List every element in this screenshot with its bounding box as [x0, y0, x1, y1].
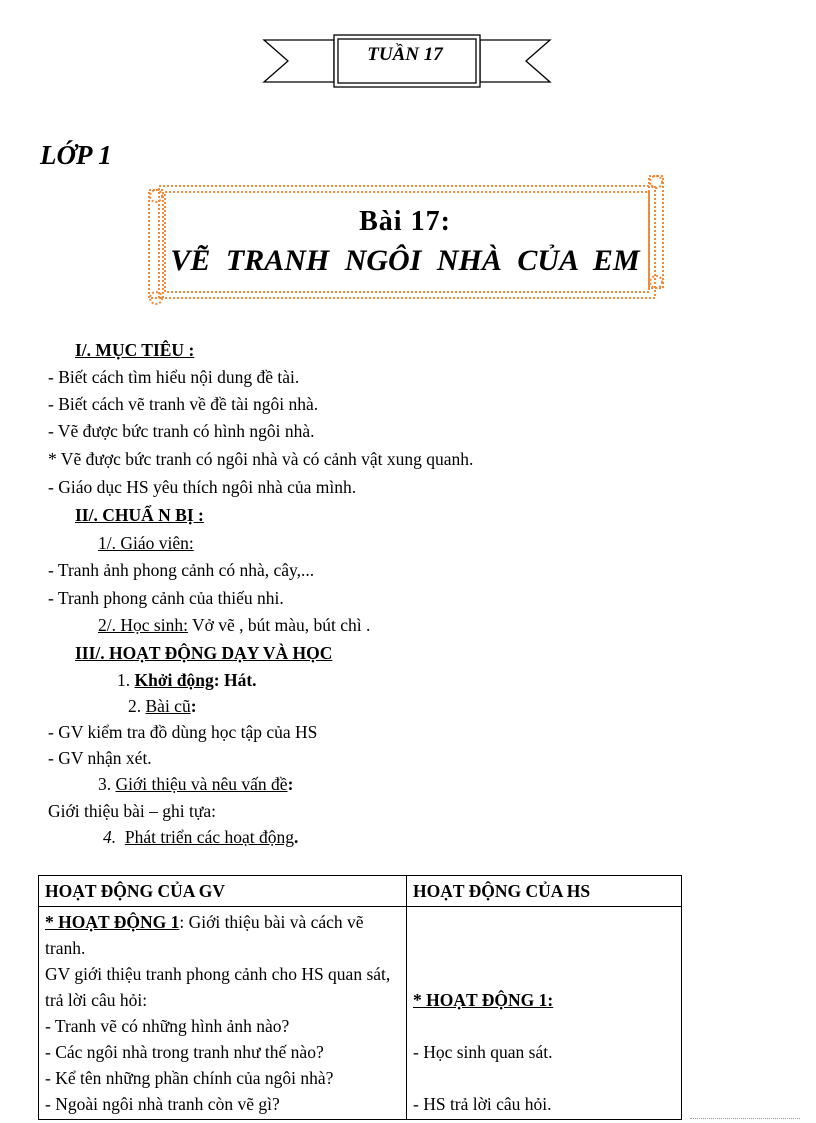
lesson-number: Bài 17:	[359, 206, 451, 237]
teacher-item: - Tranh phong cảnh của thiếu nhi.	[48, 588, 284, 608]
teacher-line: - Ngoài ngôi nhà tranh còn vẽ gì?	[45, 1094, 280, 1114]
teacher-line: - Tranh vẽ có những hình ảnh nào?	[45, 1016, 290, 1036]
intro-line	[98, 774, 293, 795]
warmup-label: Khởi động	[134, 670, 214, 690]
teacher-item: - Tranh ảnh phong cảnh có nhà, cây,...	[48, 560, 315, 580]
intro-number: 3.	[98, 774, 116, 794]
activities-heading	[75, 643, 332, 664]
preparation-heading-text: II/. CHUẨ N BỊ :	[75, 505, 204, 525]
student-line: - HS trả lời câu hỏi.	[413, 1094, 552, 1114]
teacher-activity-label: * HOẠT ĐỘNG 1	[45, 912, 180, 932]
table-header-row	[39, 876, 682, 907]
student-heading: 2/. Học sinh:	[98, 615, 188, 635]
review-line	[128, 696, 197, 717]
develop-number: 4.	[103, 827, 117, 847]
objectives-heading	[75, 340, 194, 361]
warmup-number: 1.	[117, 670, 135, 690]
week-label: TUẦN 17	[367, 44, 443, 65]
develop-dot: .	[294, 827, 299, 847]
teacher-heading	[98, 533, 194, 554]
student-activity-cell	[407, 907, 682, 1120]
intro-label: Giới thiệu và nêu vấn đề	[115, 774, 288, 794]
table-row	[39, 907, 682, 1120]
warmup-line	[117, 670, 257, 691]
preparation-heading	[75, 505, 204, 526]
objectives-heading-text: I/. MỤC TIÊU :	[75, 340, 195, 360]
review-item: - GV nhận xét.	[48, 748, 152, 768]
warmup-text: : Hát.	[213, 670, 257, 690]
teacher-line: GV giới thiệu tranh phong cảnh cho HS quan sát, trả lời câu hỏi:	[45, 964, 391, 1010]
review-colon: :	[190, 696, 197, 716]
teacher-heading-text: 1/. Giáo viên:	[98, 533, 194, 553]
objective-item: - Biết cách vẽ tranh về đề tài ngôi nhà.	[48, 394, 319, 414]
review-number: 2.	[128, 696, 146, 716]
teacher-line: - Kể tên những phần chính của ngôi nhà?	[45, 1068, 334, 1088]
review-item: - GV kiểm tra đồ dùng học tập của HS	[48, 722, 318, 742]
objective-item: * Vẽ được bức tranh có ngôi nhà và có cảnh vật xung quanh.	[48, 449, 474, 469]
header-student: HOẠT ĐỘNG CỦA HS	[407, 876, 682, 907]
objective-item: - Biết cách tìm hiểu nội dung đề tài.	[48, 367, 300, 387]
activity-table	[38, 875, 682, 1120]
review-label: Bài cũ	[145, 696, 191, 716]
teacher-activity-title	[45, 909, 400, 961]
objective-item: - Giáo dục HS yêu thích ngôi nhà của mình.	[48, 477, 357, 497]
student-activity-label-text: * HOẠT ĐỘNG 1:	[413, 990, 554, 1010]
teacher-activity-rest: : Giới thiệu bài và cách vẽ tranh.	[45, 912, 364, 958]
develop-line	[103, 827, 298, 848]
lesson-title: VẼ TRANH NGÔI NHÀ CỦA EM	[170, 244, 640, 277]
teacher-line: - Các ngôi nhà trong tranh như thế nào?	[45, 1042, 324, 1062]
intro-text: Giới thiệu bài – ghi tựa:	[48, 801, 216, 821]
student-activity-label	[413, 987, 675, 1013]
student-line	[98, 615, 370, 636]
student-materials: Vở vẽ , bút màu, bút chì .	[187, 615, 371, 635]
teacher-activity-cell	[39, 907, 407, 1120]
develop-label: Phát triển các hoạt động	[124, 827, 294, 847]
grade-heading: LỚP 1	[40, 140, 112, 170]
objective-item: - Vẽ được bức tranh có hình ngôi nhà.	[48, 421, 315, 441]
footer-dotted-line	[690, 1118, 800, 1119]
activities-heading-text: III/. HOẠT ĐỘNG DẠY VÀ HỌC	[75, 643, 333, 663]
header-teacher: HOẠT ĐỘNG CỦA GV	[39, 876, 407, 907]
student-line: - Học sinh quan sát.	[413, 1042, 553, 1062]
intro-colon: :	[287, 774, 294, 794]
